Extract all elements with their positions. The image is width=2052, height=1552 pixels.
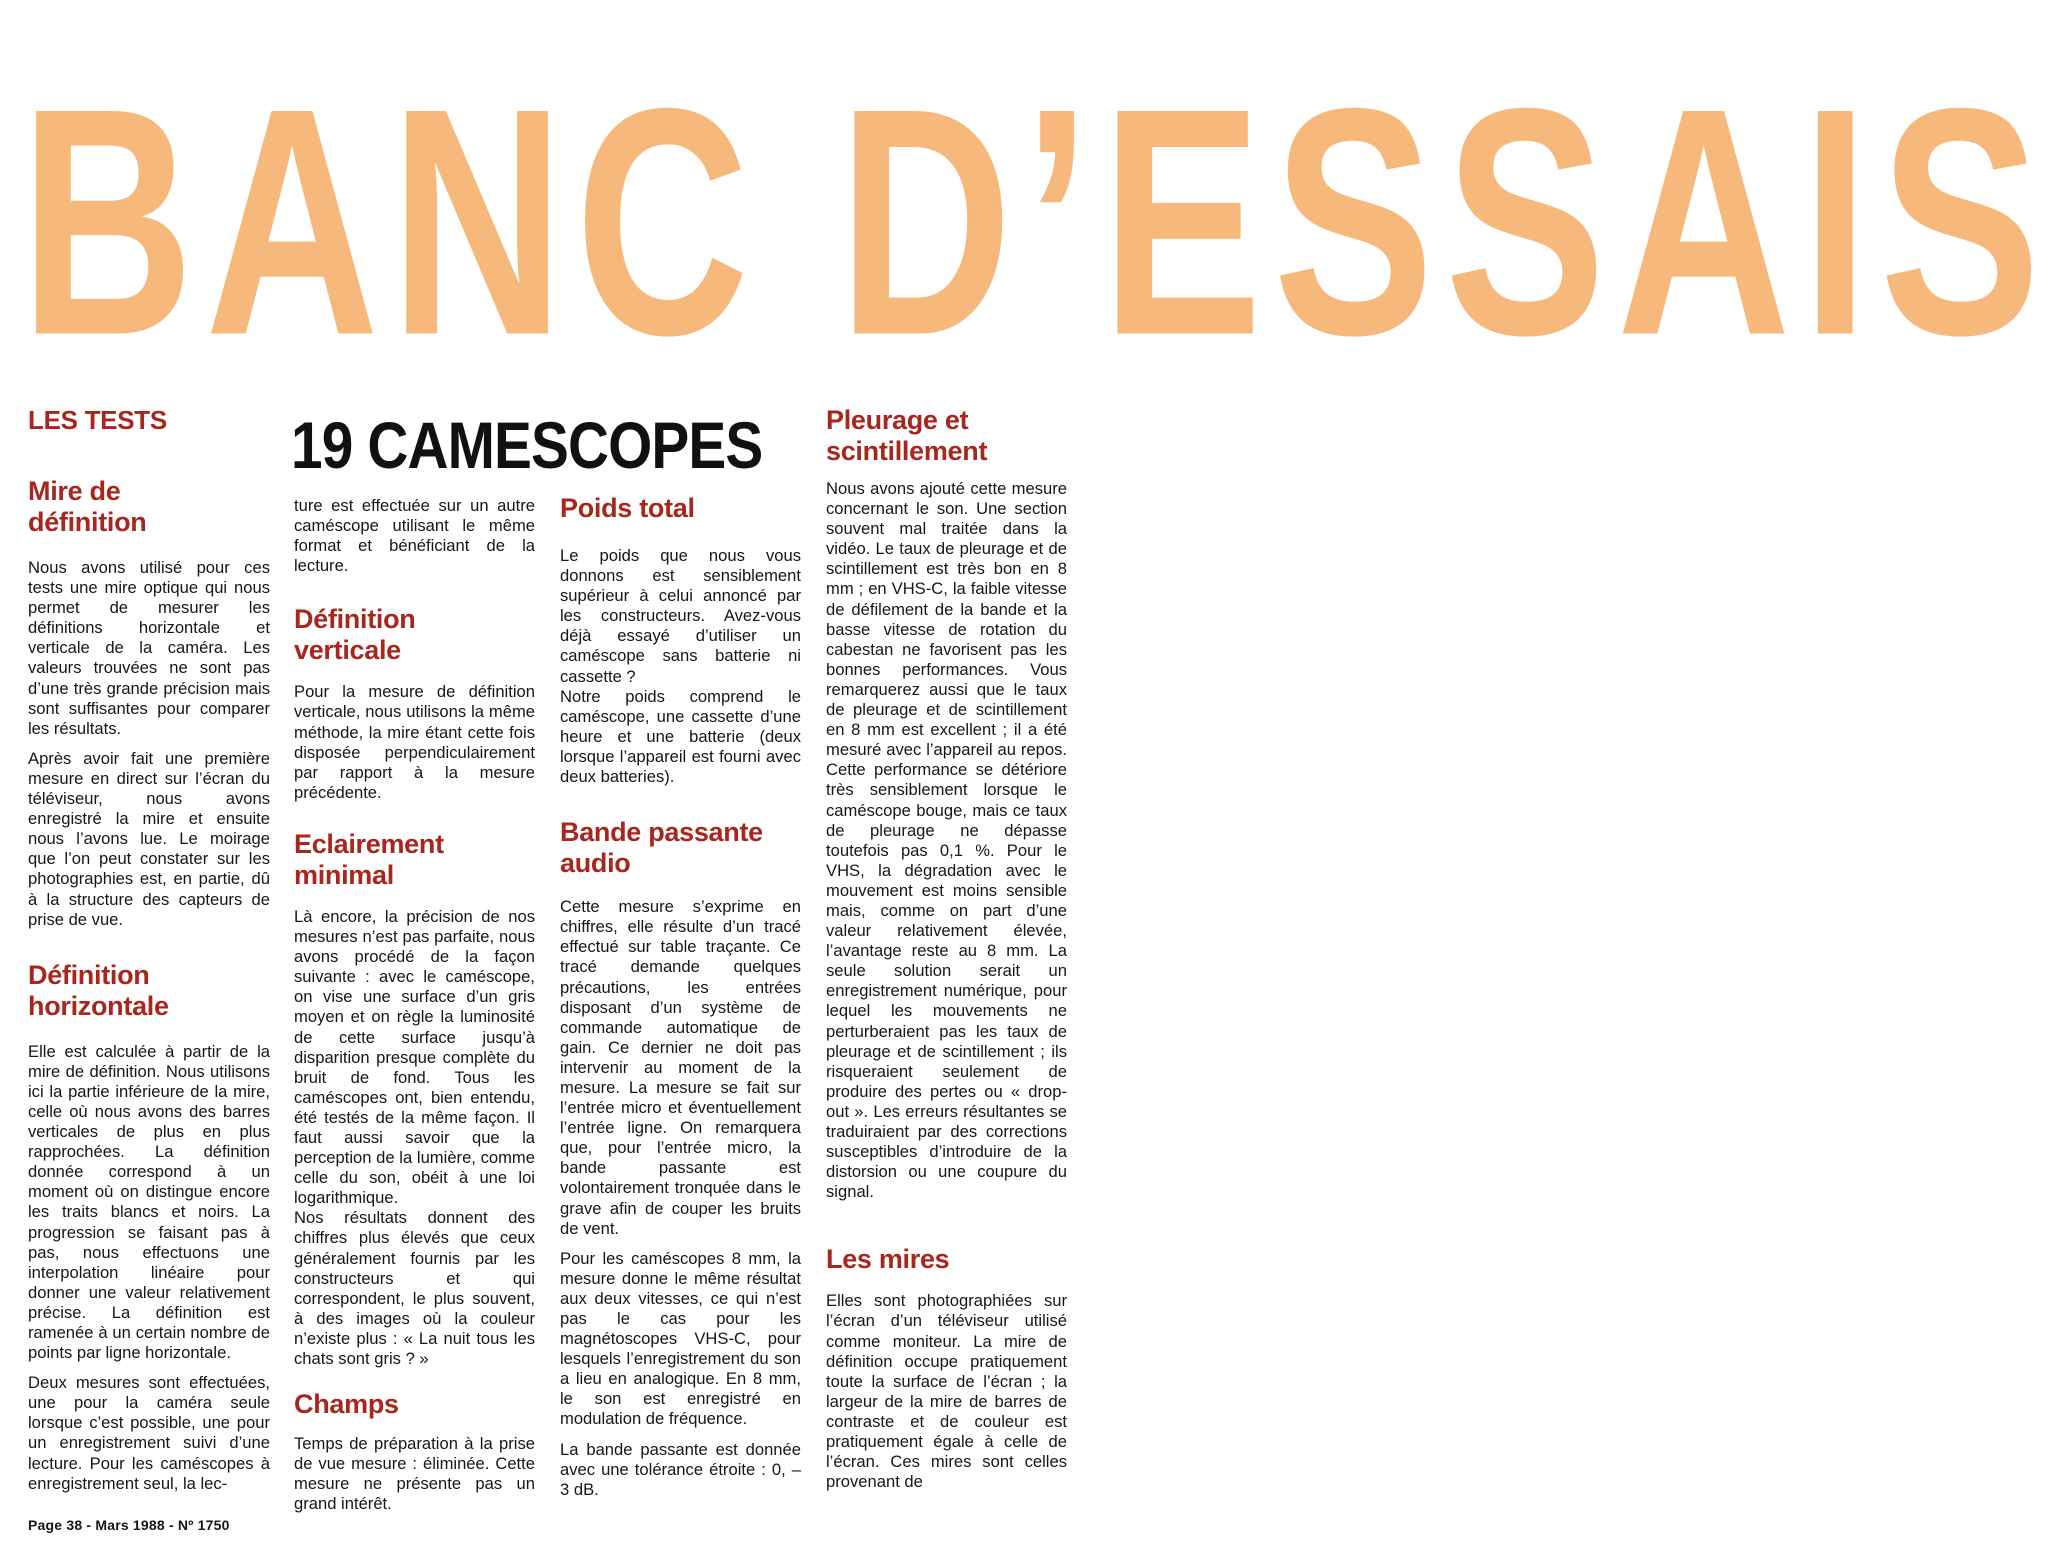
column-3 [560,493,801,1500]
paragraph: Cette mesure s’exprime en chiffres, elle résulte d’un tracé effectué sur table traçante. Ce tracé demande quelques précautions, les entrées disposant d’un système de commande automatique de gain. Ce dernier ne doit pas intervenir au moment de la mesure. La mesure se fait sur l’entrée micro et éventuellement l’entrée ligne. On remarquera que, pour l’entrée micro, la bande passante est volontairement tronquée dans le grave afin de couper les bruits de vent. [560,897,801,1238]
heading-les-mires: Les mires [826,1244,950,1275]
paragraph: Elles sont photographiées sur l’écran d’un téléviseur utilisé comme moniteur. La mire de définition occupe pratiquement toute la surface de l’écran ; la largeur de la mire de barres de contraste et de couleur est pratiquement égale à celle de l’écran. Ces mires sont celles provenant de [826,1291,1067,1492]
heading-bande-passante-audio: Bande passante audio [560,817,763,879]
column-4 [826,405,1067,1492]
article-title-text: 19 CAMESCOPES [291,408,763,482]
paragraph: Deux mesures sont effectuées, une pour la caméra seule lorsque c’est possible, une pour un enregistrement suivi d’une lecture. Pour les caméscopes à enregistrement seul, la lec- [28,1373,270,1493]
paragraph: Elle est calculée à partir de la mire de définition. Nous utilisons ici la partie inférieure de la mire, celle où nous avons des barres verticales de plus en plus rapprochées. La définition donnée correspond à un moment où on distingue encore les traits blancs et noirs. La progression se faisant pas à pas, nous effectuons une interpolation linéaire pour donner une valeur relativement précise. La définition est ramenée à un certain nombre de points par ligne horizontale. [28,1041,270,1363]
paragraph: Nos résultats donnent des chiffres plus élevés que ceux généralement fournis par les constructeurs et qui correspondent, le plus souvent, à des images où la couleur n’existe plus : « La nuit tous les chats sont gris ? » [294,1208,535,1368]
heading-eclairement-minimal: Eclairement minimal [294,828,444,890]
heading-definition-verticale: Définition verticale [294,604,416,666]
article-title [291,408,807,482]
heading-champs: Champs [294,1389,399,1420]
paragraph: ture est effectuée sur un autre caméscope utilisant le même format et bénéficiant de la lecture. [294,496,535,576]
column-2 [294,496,535,1514]
paragraph: Nous avons utilisé pour ces tests une mire optique qui nous permet de mesurer les définitions horizontale et verticale de la caméra. Les valeurs trouvées ne sont pas d’une très grande précision mais sont suffisantes pour comparer les résultats. [28,558,270,738]
paragraph: Notre poids comprend le caméscope, une cassette d’une heure et une batterie (deux lorsque l’appareil est fourni avec deux batteries). [560,686,801,787]
paragraph: Pour les caméscopes 8 mm, la mesure donne le même résultat aux deux vitesses, ce qui n’est pas le cas pour les magnétoscopes VHS-C, pour lesquels l’enregistrement du son a lieu en analogique. En 8 mm, le son est enregistré en modulation de fréquence. [560,1248,801,1429]
masthead-title: BANC D’ESSAIS [20,40,2052,403]
paragraph: Le poids que nous vous donnons est sensiblement supérieur à celui annoncé par les constructeurs. Avez-vous déjà essayé d’utiliser un caméscope sans batterie ni cassette ? [560,546,801,686]
heading-pleurage-scintillement: Pleurage et scintillement [826,405,988,466]
paragraph: Temps de préparation à la prise de vue mesure : éliminée. Cette mesure ne présente pas un grand intérêt. [294,1434,535,1514]
paragraph: Pour la mesure de définition verticale, nous utilisons la même méthode, la mire étant cette fois disposée perpendiculairement par rapport à la mesure précédente. [294,682,535,802]
paragraph: La bande passante est donnée avec une tolérance étroite : 0, – 3 dB. [560,1439,801,1499]
section-heading: LES TESTS [28,405,167,435]
heading-mire-definition: Mire de définition [28,476,147,537]
page-folio: Page 38 - Mars 1988 - Nº 1750 [28,1517,230,1533]
heading-poids-total: Poids total [560,493,695,523]
paragraph: Là encore, la précision de nos mesures n’est pas parfaite, nous avons procédé de la façon suivante : avec le caméscope, on vise une surface d’un gris moyen et on règle la luminosité de cette surface jusqu’à disparition presque complète du bruit de fond. Tous les caméscopes ont, bien entendu, été testés de la même façon. Il faut aussi savoir que la perception de la lumière, comme celle du son, obéit à une loi logarithmique. [294,906,535,1208]
paragraph: Nous avons ajouté cette mesure concernant le son. Une section souvent mal traitée dans la vidéo. Le taux de pleurage et de scintillement est très bon en 8 mm ; en VHS-C, la faible vitesse de défilement de la bande et la basse vitesse de rotation du cabestan ne favorisent pas les bonnes performances. Vous remarquerez aussi que le taux de pleurage et de scintillement en 8 mm est excellent ; il a été mesuré avec l’appareil au repos. Cette performance se détériore très sensiblement lorsque le caméscope bouge, mais ce taux de pleurage ne dépasse toutefois pas 0,1 %. Pour le VHS, la dégradation avec le mouvement est moins sensible mais, comme on part d’une valeur relativement élevée, l’avantage reste au 8 mm. La seule solution serait un enregistrement numérique, pour lequel les mouvements ne perturberaient pas les taux de pleurage et de scintillement ; ils risqueraient seulement de produire des pertes ou « drop-out ». Les erreurs résultantes se traduiraient par des corrections susceptibles d’introduire de la distorsion ou une coupure du signal. [826,479,1067,1202]
masthead [0,40,2052,403]
heading-definition-horizontale: Définition horizontale [28,959,169,1021]
paragraph: Après avoir fait une première mesure en direct sur l’écran du téléviseur, nous avons enregistré la mire et ensuite nous l’avons lue. Le moirage que l’on peut constater sur les photographies est, en partie, dû à la structure des capteurs de prise de vue. [28,748,270,929]
column-1 [28,405,270,1494]
